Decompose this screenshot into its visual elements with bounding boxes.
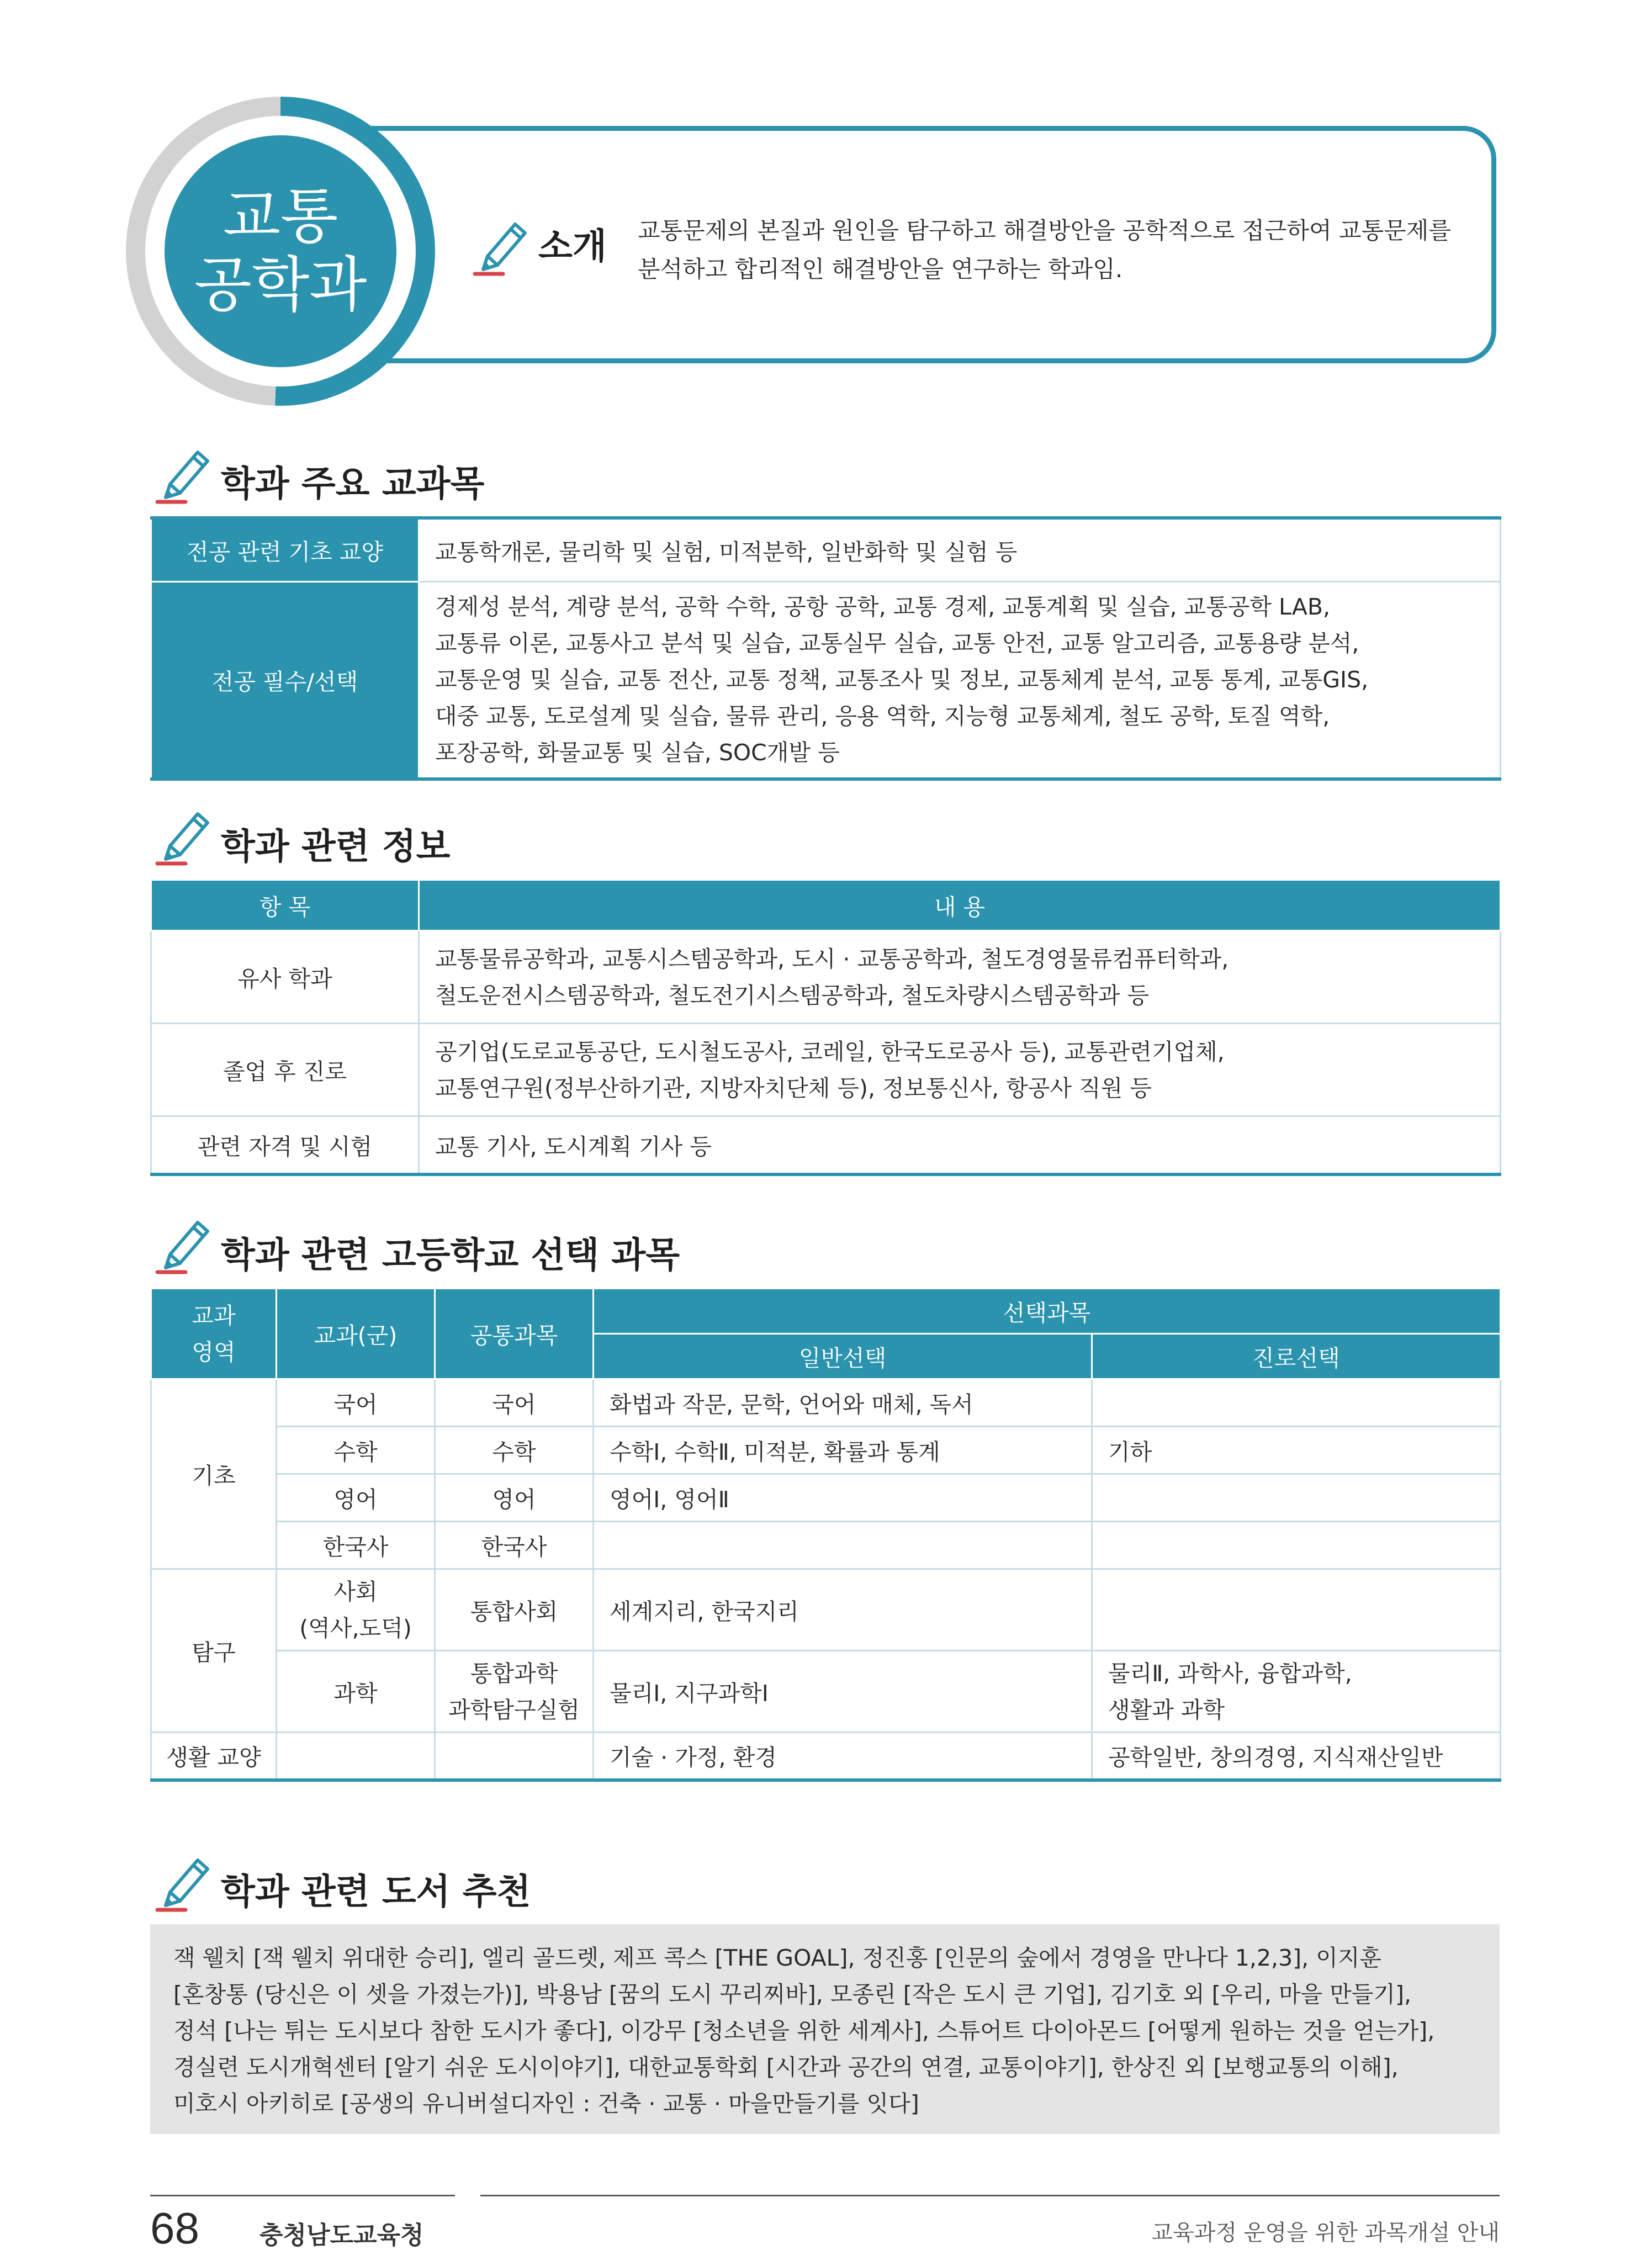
group-cell: 사회 (역사,도덕): [277, 1569, 435, 1651]
section-title-info: 학과 관련 정보: [221, 827, 451, 867]
pencil-icon: [155, 444, 215, 505]
row-label: 전공 필수/선택: [151, 581, 419, 779]
courses-table: [150, 516, 1501, 781]
course-list: 경제성 분석, 계량 분석, 공학 수학, 공항 공학, 교통 경제, 교통계획 및 실습, 교통공학 LAB, 교통류 이론, 교통사고 분석 및 실습, 교통실무 실습, 교통 안전, 교통 알고리즘, 교통용량 분석, 교통운영 및 실습, 교통 전산, 교통 정책, 교통조사 및 정보, 교통체계 분석, 교통 통계, 교통GIS, 대중 교통, 도로설계 및 실습, 물류 관리, 응용 역학, 지능형 교통체계, 철도 공학, 토질 역학, 포장공학, 화물교통 및 실습, SOC개발 등: [419, 581, 1501, 779]
area-cell: 생활 교양: [151, 1733, 277, 1780]
row-content: 교통 기사, 도시계획 기사 등: [419, 1116, 1501, 1174]
group-cell: 영어: [277, 1474, 435, 1522]
career-cell: [1092, 1379, 1501, 1427]
row-label: 유사 학과: [151, 931, 419, 1024]
general-cell: [594, 1522, 1092, 1569]
row-label: 전공 관련 기초 교양: [151, 518, 419, 581]
header-common: 공통과목: [435, 1289, 594, 1379]
header-area: 교과 영역: [151, 1289, 277, 1379]
table-row: [151, 1651, 1501, 1733]
general-cell: 물리Ⅰ, 지구과학Ⅰ: [594, 1651, 1092, 1733]
book-line: [혼창통 (당신은 이 셋을 가졌는가)], 박용남 [꿈의 도시 꾸리찌바], 모종린 [작은 도시 큰 기업], 김기호 외 [우리, 마을 만들기],: [173, 1981, 1411, 2008]
career-cell: [1092, 1474, 1501, 1522]
table-row: [151, 1024, 1501, 1116]
row-content: 공기업(도로교통공단, 도시철도공사, 코레일, 한국도로공사 등), 교통관련기업체, 교통연구원(정부산하기관, 지방자치단체 등), 정보통신사, 항공사 직원 등: [419, 1024, 1501, 1116]
table-row: [151, 518, 1501, 581]
department-title-line2: 공학과: [194, 251, 367, 320]
footer-guide-title: 교육과정 운영을 위한 과목개설 안내: [1151, 2220, 1500, 2246]
table-row: [151, 1116, 1501, 1174]
table-row: [151, 1733, 1501, 1780]
info-table: [150, 879, 1501, 1176]
common-cell: 통합사회: [435, 1569, 594, 1651]
section-title-subjects: 학과 관련 고등학교 선택 과목: [221, 1235, 680, 1276]
header-content: 내 용: [419, 880, 1501, 931]
group-cell: 과학: [277, 1651, 435, 1733]
group-cell: 국어: [277, 1379, 435, 1427]
intro-text: [638, 211, 1482, 289]
section-title-books: 학과 관련 도서 추천: [221, 1872, 531, 1913]
book-line: 잭 웰치 [잭 웰치 위대한 승리], 엘리 골드렛, 제프 콕스 [THE GOAL], 정진홍 [인문의 숲에서 경영을 만나다 1,2,3], 이지훈: [173, 1945, 1382, 1971]
general-cell: 세계지리, 한국지리: [594, 1569, 1092, 1651]
page-number: 68: [150, 2204, 199, 2253]
pencil-icon: [155, 1852, 215, 1913]
table-row: [151, 1427, 1501, 1474]
group-cell: 한국사: [277, 1522, 435, 1569]
area-cell: 기초: [151, 1379, 277, 1569]
general-cell: 화법과 작문, 문학, 언어와 매체, 독서: [594, 1379, 1092, 1427]
section-title-courses: 학과 주요 교과목: [221, 464, 485, 505]
pencil-icon: [155, 1215, 215, 1275]
pencil-icon: [155, 806, 215, 867]
area-cell: 탐구: [151, 1569, 277, 1733]
intro-line: 분석하고 합리적인 해결방안을 연구하는 학과임.: [638, 256, 1123, 283]
header-group: 교과(군): [277, 1289, 435, 1379]
group-cell: 수학: [277, 1427, 435, 1474]
common-cell: 국어: [435, 1379, 594, 1427]
book-line: 경실련 도시개혁센터 [알기 쉬운 도시이야기], 대한교통학회 [시간과 공간의 연결, 교통이야기], 한상진 외 [보행교통의 이해],: [173, 2054, 1399, 2080]
common-cell: 한국사: [435, 1522, 594, 1569]
common-cell: [435, 1733, 594, 1780]
common-cell: 수학: [435, 1427, 594, 1474]
table-row: [151, 581, 1501, 779]
department-title-badge: [165, 135, 396, 367]
general-cell: 영어Ⅰ, 영어Ⅱ: [594, 1474, 1092, 1522]
subjects-table: [150, 1288, 1501, 1782]
intro-line: 교통문제의 본질과 원인을 탐구하고 해결방안을 공학적으로 접근하여 교통문제를: [638, 217, 1451, 244]
row-label: 졸업 후 진로: [151, 1024, 419, 1116]
header-career: 진로선택: [1092, 1334, 1501, 1379]
book-recommendations: [150, 1924, 1500, 2134]
footer-divider: [480, 2195, 1500, 2196]
table-header-row: [151, 880, 1501, 931]
footer-divider: [150, 2195, 455, 2196]
book-line: 정석 [나는 튀는 도시보다 참한 도시가 좋다], 이강무 [청소년을 위한 세계사], 스튜어트 다이아몬드 [어떻게 원하는 것을 얻는가],: [173, 2018, 1435, 2044]
book-line: 미호시 아키히로 [공생의 유니버설디자인 : 건축 · 교통 · 마을만들기를 잇다]: [173, 2090, 919, 2117]
row-label: 관련 자격 및 시험: [151, 1116, 419, 1174]
career-cell: 물리Ⅱ, 과학사, 융합과학, 생활과 과학: [1092, 1651, 1501, 1733]
career-cell: 공학일반, 창의경영, 지식재산일반: [1092, 1733, 1501, 1780]
career-cell: [1092, 1522, 1501, 1569]
group-cell: [277, 1733, 435, 1780]
header-general: 일반선택: [594, 1334, 1092, 1379]
intro-label: 소개: [538, 226, 607, 267]
table-row: [151, 1474, 1501, 1522]
table-row: [151, 1569, 1501, 1651]
header-elective: 선택과목: [594, 1289, 1501, 1334]
course-list: 교통학개론, 물리학 및 실험, 미적분학, 일반화학 및 실험 등: [419, 518, 1501, 581]
career-cell: [1092, 1569, 1501, 1651]
table-row: [151, 1379, 1501, 1427]
table-header-row: [151, 1289, 1501, 1334]
row-content: 교통물류공학과, 교통시스템공학과, 도시 · 교통공학과, 철도경영물류컴퓨터학과, 철도운전시스템공학과, 철도전기시스템공학과, 철도차량시스템공학과 등: [419, 931, 1501, 1024]
table-row: [151, 931, 1501, 1024]
common-cell: 통합과학 과학탐구실험: [435, 1651, 594, 1733]
department-title-line1: 교통: [223, 182, 338, 251]
table-row: [151, 1522, 1501, 1569]
general-cell: 기술 · 가정, 환경: [594, 1733, 1092, 1780]
header-item: 항 목: [151, 880, 419, 931]
footer-office: 충청남도교육청: [260, 2221, 424, 2249]
common-cell: 영어: [435, 1474, 594, 1522]
general-cell: 수학Ⅰ, 수학Ⅱ, 미적분, 확률과 통계: [594, 1427, 1092, 1474]
career-cell: 기하: [1092, 1427, 1501, 1474]
pencil-icon: [472, 216, 533, 277]
